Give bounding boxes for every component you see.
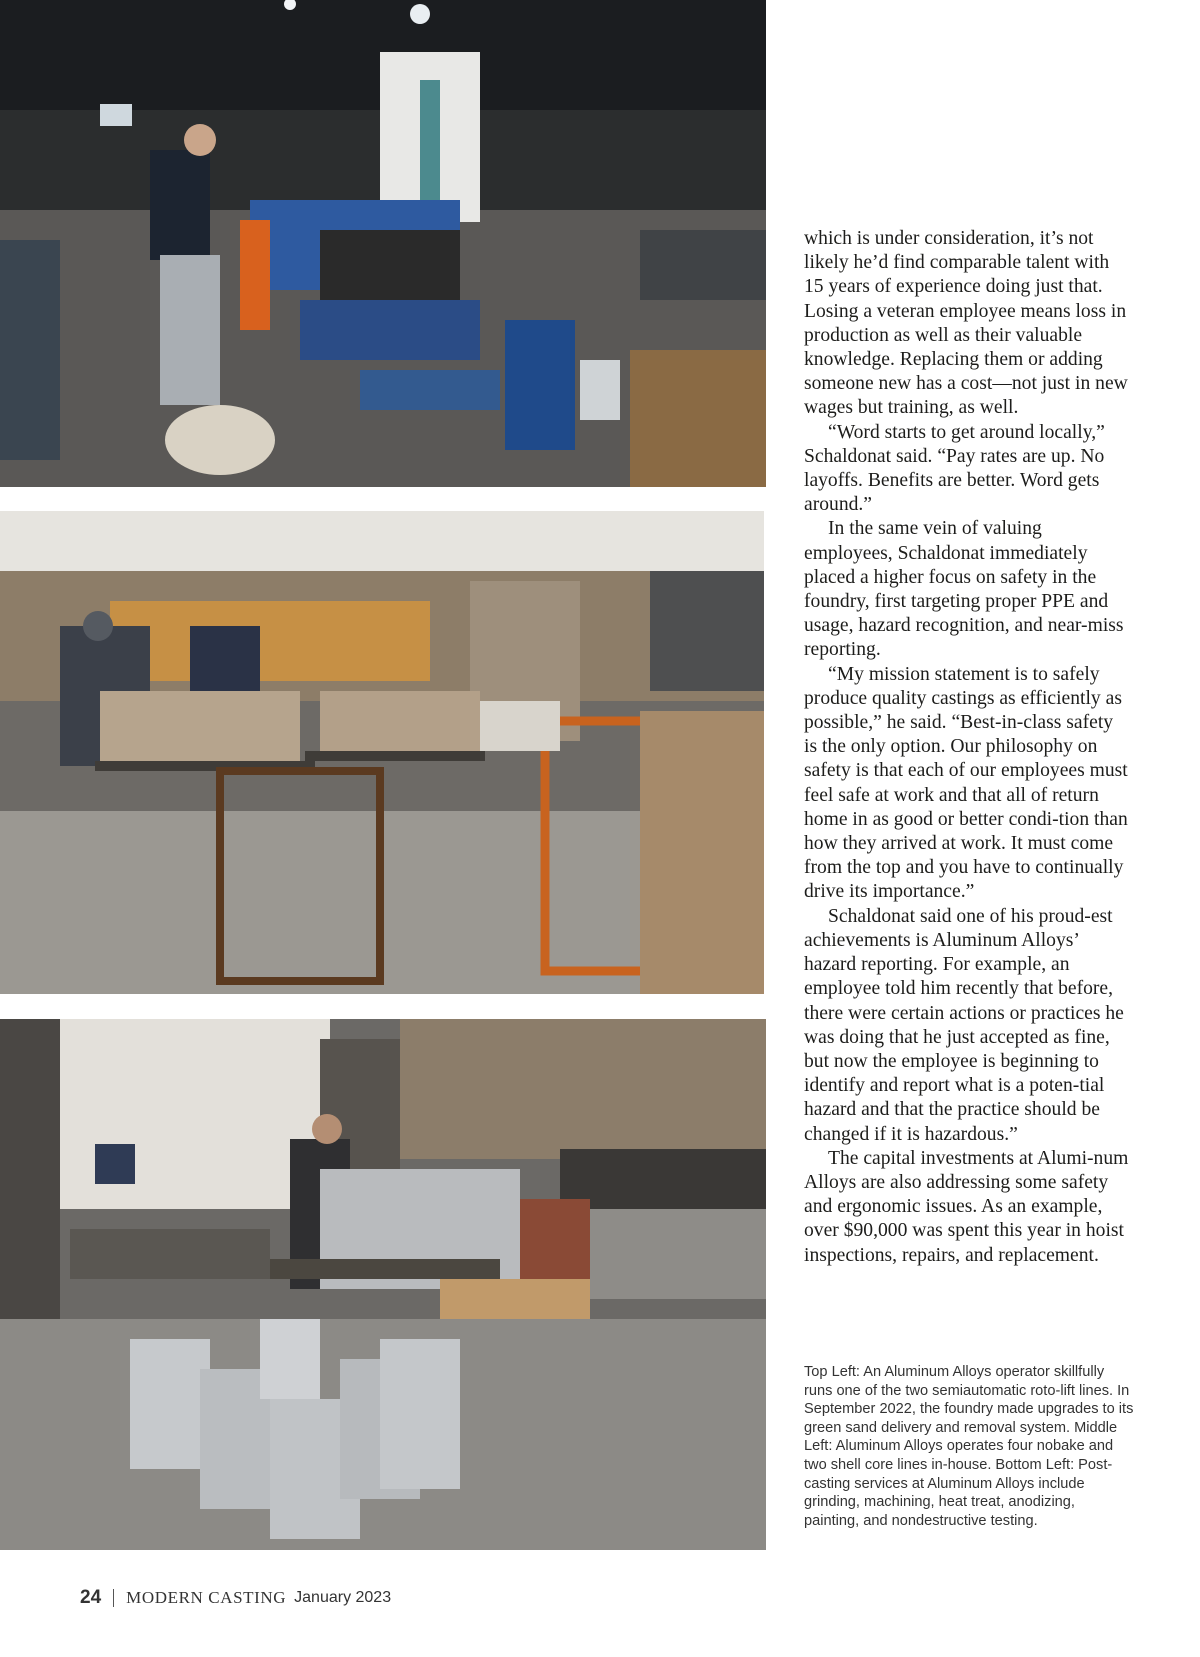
photo-nobake-line (0, 511, 764, 994)
article-paragraph: “Word starts to get around locally,” Schaldonat said. “Pay rates are up. No layoffs. Benefits are better. Word gets around.” (804, 421, 1105, 516)
photo-roto-lift-line (0, 0, 766, 487)
photo-caption: Top Left: An Aluminum Alloys operator skillfully runs one of the two semiautomatic roto-lift lines. In September 2022, the foundry made upgrades to its green sand delivery and removal system. Middle Left: Aluminum Alloys operates four nobake and two shell core lines in-house. Bottom Left: Post-casting services at Aluminum Alloys include grinding, machining, heat treat, anodizing, painting, and nondestructive testing. (804, 1364, 1134, 1529)
photo-post-casting (0, 1019, 766, 1550)
page-footer (80, 1586, 391, 1610)
article-paragraph: The capital investments at Alumi-num Alloys are also addressing some safety and ergonomic issues. As an example, over $90,000 was spent this year in hoist inspections, repairs, and replacement. (804, 1147, 1129, 1266)
article-paragraph: Schaldonat said one of his proud-est achievements is Aluminum Alloys’ hazard reporting. For example, an employee told him recently that before, there were certain actions or practices he was doing that he just accepted as fine, but now the employee is beginning to identify and report what is a poten-tial hazard and that the practice should be changed if it is hazardous.” (804, 905, 1124, 1145)
article-paragraph: which is under consideration, it’s not likely he’d find comparable talent with 15 years of experience doing just that. Losing a veteran employee means loss in production as well as their valuable knowledge. Replacing them or adding someone new has a cost—not just in new wages but training, as well. (804, 228, 1128, 419)
footer-divider (113, 1589, 114, 1607)
article-paragraph: In the same vein of valuing employees, Schaldonat immediately placed a higher focus on safety in the foundry, first targeting proper PPE and usage, hazard recognition, and near-miss reporting. (804, 518, 1124, 661)
article-paragraph: “My mission statement is to safely produce quality castings as efficiently as possible,” he said. “Best-in-class safety is the only option. Our philosophy on safety is that each of our employees must feel safe at work and that all of return home in as good or better condi-tion than how they arrived at work. It must come from the top and you have to continually drive its importance.” (804, 663, 1128, 903)
publication-name: MODERN CASTING (126, 1588, 287, 1607)
article-body (804, 227, 1130, 1268)
issue-date: January 2023 (294, 1589, 392, 1606)
page-number: 24 (80, 1587, 102, 1608)
